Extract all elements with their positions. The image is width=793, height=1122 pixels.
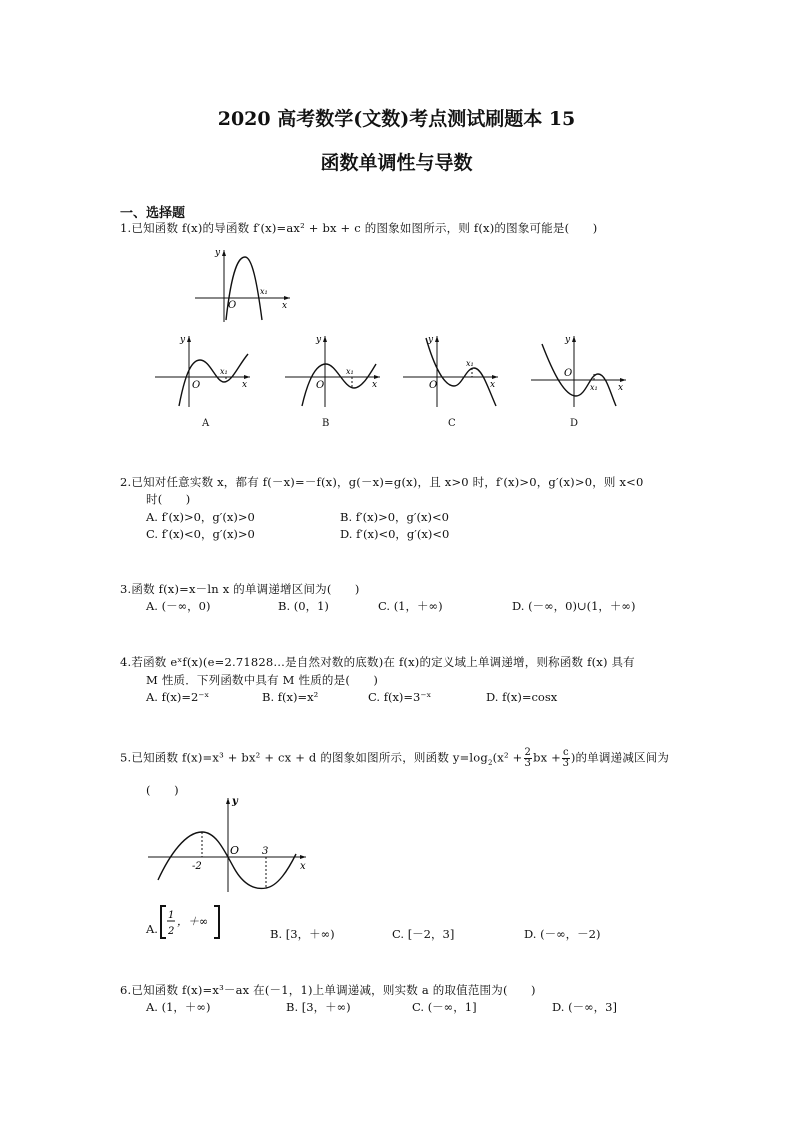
q3-option-a[interactable]: A. (－∞，0) bbox=[146, 599, 211, 613]
q5-three-label: 3 bbox=[262, 846, 269, 857]
q5-option-d[interactable]: D. (－∞，－2) bbox=[524, 927, 601, 941]
q5-origin-label: O bbox=[230, 844, 240, 857]
q5-x-label: x bbox=[300, 861, 306, 872]
q1-choice-graph-b[interactable] bbox=[282, 330, 392, 410]
q1-choice-graph-d[interactable] bbox=[528, 330, 638, 410]
q5-frac2-num: c bbox=[563, 747, 569, 758]
q5-option-a-num: 1 bbox=[168, 910, 175, 921]
graph-d-x1-label: x₁ bbox=[590, 383, 598, 392]
q5-text-pre: 5.已知函数 f(x)=x³ + bx² + cx + d 的图象如图所示，则函数 y=log bbox=[120, 750, 488, 765]
question-4-line-2: M 性质．下列函数中具有 M 性质的是( ) bbox=[146, 673, 379, 687]
question-4-line-1: 4.若函数 eˣf(x)(e=2.71828…是自然对数的底数)在 f(x)的定义域上单调递增，则称函数 f(x) 具有 bbox=[120, 655, 635, 669]
q5-text-mid2: bx + bbox=[533, 750, 562, 765]
q4-option-c[interactable]: C. f(x)=3⁻ˣ bbox=[368, 690, 432, 704]
doc-title: 2020 高考数学(文数)考点测试刷题本 15 bbox=[217, 108, 576, 130]
q2-option-c[interactable]: C. f′(x)<0，g′(x)>0 bbox=[146, 527, 255, 541]
q1-choice-graph-a[interactable] bbox=[152, 330, 262, 410]
q5-option-a-tail: ，＋∞ bbox=[177, 915, 209, 928]
q5-neg2-label: -2 bbox=[192, 861, 202, 872]
graph-a-x1-label: x₁ bbox=[220, 367, 228, 376]
q5-option-a[interactable] bbox=[146, 922, 158, 936]
q2-option-b[interactable]: B. f′(x)>0，g′(x)<0 bbox=[340, 510, 449, 524]
q5-option-a-den: 2 bbox=[168, 926, 175, 937]
q5-fraction-2-3 bbox=[524, 748, 533, 769]
choice-label-a: A bbox=[202, 418, 210, 429]
question-5-text bbox=[120, 748, 669, 769]
choice-label-c: C bbox=[448, 418, 456, 429]
graph-b-x-label: x bbox=[372, 380, 378, 390]
question-2-line-2: 时( ) bbox=[146, 492, 191, 506]
graph-b-x1-label: x₁ bbox=[346, 367, 354, 376]
q5-y-label: y bbox=[232, 796, 238, 807]
graph-b-y-label: y bbox=[316, 335, 322, 345]
q5-option-a-label: A. bbox=[146, 922, 158, 936]
q1-derivative-graph bbox=[190, 242, 300, 324]
graph-c-x1-label: x₁ bbox=[466, 359, 474, 368]
q1-y-label: y bbox=[215, 248, 221, 258]
q5-option-b[interactable]: B. [3，＋∞) bbox=[270, 927, 335, 941]
graph-a-y-label: y bbox=[180, 335, 186, 345]
q3-option-b[interactable]: B. (0，1) bbox=[278, 599, 329, 613]
q4-option-d[interactable]: D. f(x)=cosx bbox=[486, 690, 558, 704]
question-6-text: 6.已知函数 f(x)=x³－ax 在(－1，1)上单调递减，则实数 a 的取值范围为( ) bbox=[120, 983, 536, 997]
graph-b-origin-label: O bbox=[316, 380, 325, 391]
q5-frac1-num: 2 bbox=[524, 747, 532, 758]
q5-text-mid: (x² + bbox=[492, 750, 523, 765]
q5-frac2-den: 3 bbox=[562, 758, 570, 769]
q2-option-d[interactable]: D. f′(x)<0，g′(x)<0 bbox=[340, 527, 450, 541]
q5-option-c[interactable]: C. [－2，3] bbox=[392, 927, 455, 941]
q6-option-a[interactable]: A. (1，＋∞) bbox=[146, 1000, 211, 1014]
q1-origin-label: O bbox=[228, 300, 237, 311]
q4-option-b[interactable]: B. f(x)=x² bbox=[262, 690, 319, 704]
q3-option-c[interactable]: C. (1，＋∞) bbox=[378, 599, 443, 613]
q3-option-d[interactable]: D. (－∞，0)∪(1，＋∞) bbox=[512, 599, 636, 613]
graph-c-origin-label: O bbox=[429, 380, 438, 391]
graph-d-y-label: y bbox=[565, 335, 571, 345]
doc-subtitle: 函数单调性与导数 bbox=[320, 152, 473, 174]
graph-a-origin-label: O bbox=[192, 380, 201, 391]
q2-option-a[interactable]: A. f′(x)>0，g′(x)>0 bbox=[146, 510, 255, 524]
q5-option-a-bracket bbox=[158, 904, 224, 940]
q1-choice-graph-c[interactable] bbox=[400, 330, 510, 410]
q6-option-d[interactable]: D. (－∞，3] bbox=[552, 1000, 617, 1014]
q5-cubic-graph bbox=[144, 792, 314, 896]
q6-option-b[interactable]: B. [3，＋∞) bbox=[286, 1000, 351, 1014]
question-3-text: 3.函数 f(x)=x－ln x 的单调递增区间为( ) bbox=[120, 582, 360, 596]
graph-c-x-label: x bbox=[490, 380, 496, 390]
q5-answer-paren: ( ) bbox=[146, 783, 179, 797]
question-1-text: 1.已知函数 f(x)的导函数 f′(x)=ax² + bx + c 的图象如图所示，则 f(x)的图象可能是( ) bbox=[120, 221, 598, 235]
question-2-line-1: 2.已知对任意实数 x，都有 f(－x)=－f(x)，g(－x)=g(x)，且 x>0 时，f′(x)>0，g′(x)>0，则 x<0 bbox=[120, 475, 644, 489]
graph-d-x-label: x bbox=[618, 383, 624, 393]
q4-option-a[interactable]: A. f(x)=2⁻ˣ bbox=[146, 690, 210, 704]
q6-option-c[interactable]: C. (－∞，1] bbox=[412, 1000, 477, 1014]
section-heading: 一、选择题 bbox=[120, 206, 186, 221]
q1-x-label: x bbox=[282, 301, 288, 311]
q5-fraction-c-3 bbox=[562, 748, 570, 769]
graph-d-origin-label: O bbox=[564, 368, 573, 379]
graph-a-x-label: x bbox=[242, 380, 248, 390]
q5-log-base: 2 bbox=[487, 758, 493, 767]
choice-label-d: D bbox=[570, 418, 579, 429]
q1-x1-label: x₁ bbox=[260, 287, 268, 296]
q5-text-post: )的单调递减区间为 bbox=[570, 750, 670, 765]
graph-c-y-label: y bbox=[428, 335, 434, 345]
q5-frac1-den: 3 bbox=[524, 758, 532, 769]
choice-label-b: B bbox=[322, 418, 330, 429]
